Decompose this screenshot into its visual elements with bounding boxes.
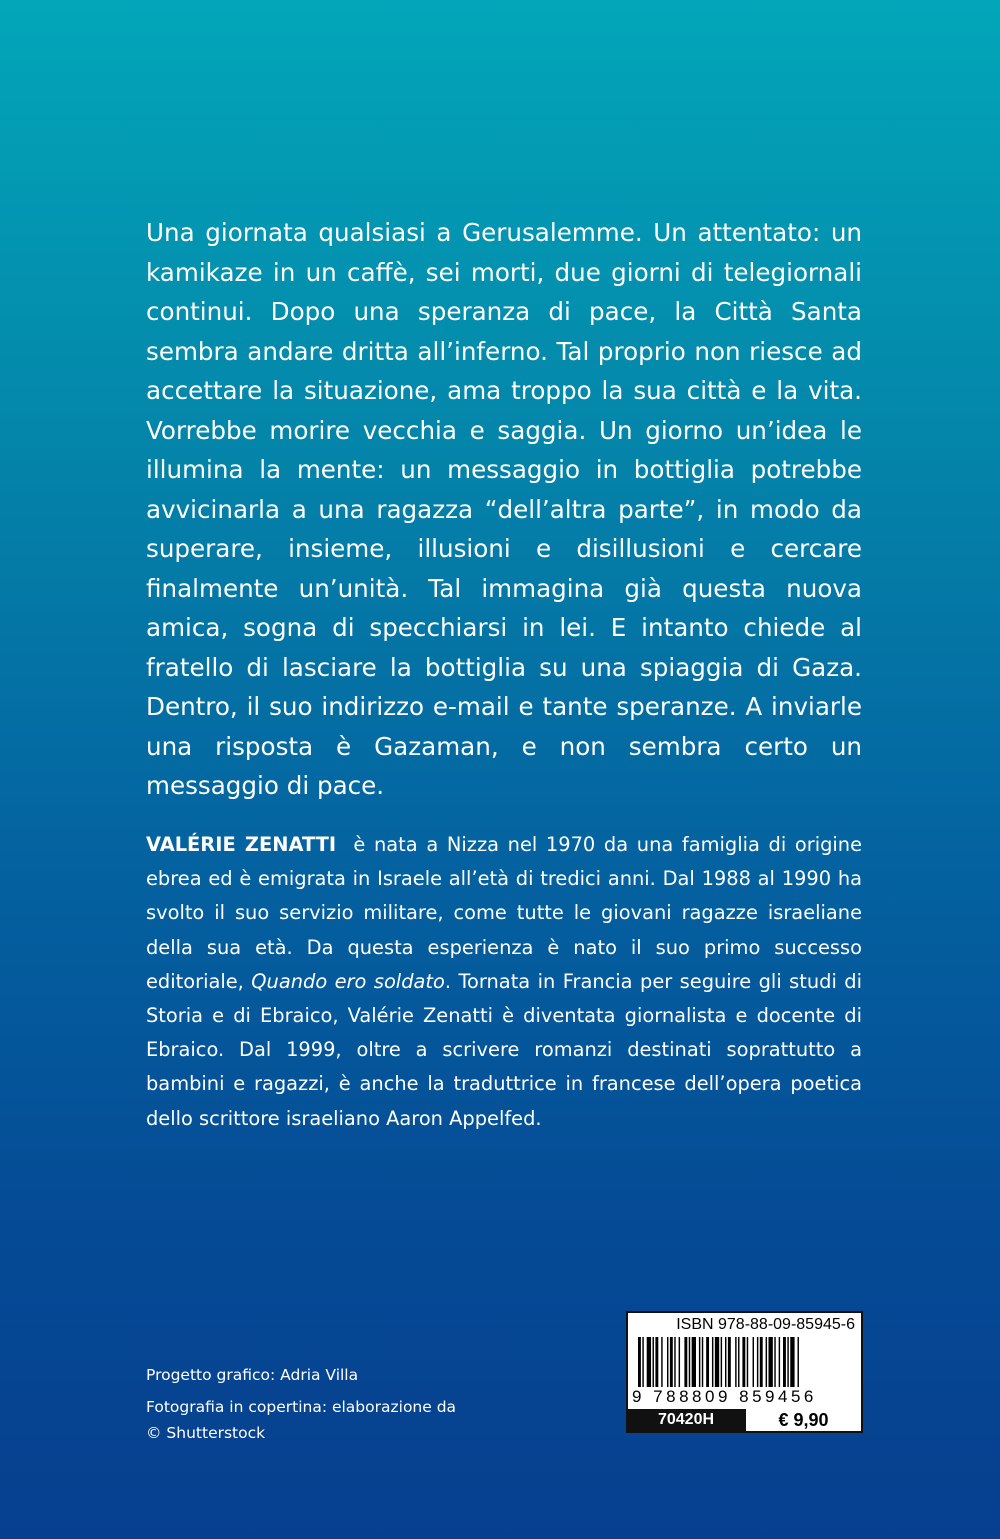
barcode-bars — [636, 1337, 858, 1391]
design-credit: Progetto grafico: Adria Villa — [146, 1366, 359, 1384]
product-code: 70420H — [628, 1409, 744, 1431]
book-title: Quando ero soldato — [251, 969, 445, 993]
synopsis-text: Una giornata qualsiasi a Gerusalemme. Un attentato: un kamikaze in un caffè, sei morti, due giorni di telegiornali continui. Dopo una speranza di pace, la Città Santa sembra andare dritta all’inferno. Tal proprio non riesce ad accettare la situazione, ama troppo la sua città e la vita. Vorrebbe morire vecchia e saggia. Un giorno un’idea le illumina la mente: un messaggio in bottiglia potrebbe avvicinarla a una ragazza “dell’altra parte”, in modo da superare, insieme, illusioni e disillusioni e cercare finalmente un’unità. Tal immagina già questa nuova amica, sogna di specchiarsi in lei. E intanto chiede al fratello di lasciare la bottiglia su una spiaggia di Gaza. Dentro, il suo indirizzo e-mail e tante speranze. A inviarle una risposta è Gazaman, e non sembra certo un messaggio di pace. — [146, 218, 862, 800]
author-bio-text-2: . Tornata in Francia per seguire gli studi di Storia e di Ebraico, Valérie Zenatti è diventata giornalista e docente di Ebraico. Dal 1999, oltre a scrivere romanzi destinati soprattutto a bambini e ragazzi, è anche la traduttrice in francese dell’opera poetica dello scrittore israeliano Aaron Appelfed. — [146, 969, 862, 1130]
author-bio-text-1: è nata a Nizza nel 1970 da una famiglia di origine ebrea ed è emigrata in Israele all’età di tredici anni. Dal 1988 al 1990 ha svolto il suo servizio militare, come tutte le giovani ragazze israeliane della sua età. Da questa esperienza è nato il suo primo successo editoriale, — [146, 833, 863, 993]
photo-credit-line-2: © Shutterstock — [146, 1424, 266, 1442]
author-bio — [146, 828, 862, 1136]
barcode-label — [626, 1311, 863, 1433]
isbn-number: ISBN 978-88-09-85945-6 — [676, 1316, 855, 1333]
price: € 9,90 — [744, 1409, 861, 1431]
price-row — [628, 1409, 861, 1431]
credits — [146, 1362, 546, 1446]
author-name: VALÉRIE ZENATTI — [146, 833, 337, 856]
photo-credit-line-1: Fotografia in copertina: elaborazione da — [146, 1398, 457, 1416]
barcode-digits: 9 788809 859456 — [632, 1387, 861, 1407]
